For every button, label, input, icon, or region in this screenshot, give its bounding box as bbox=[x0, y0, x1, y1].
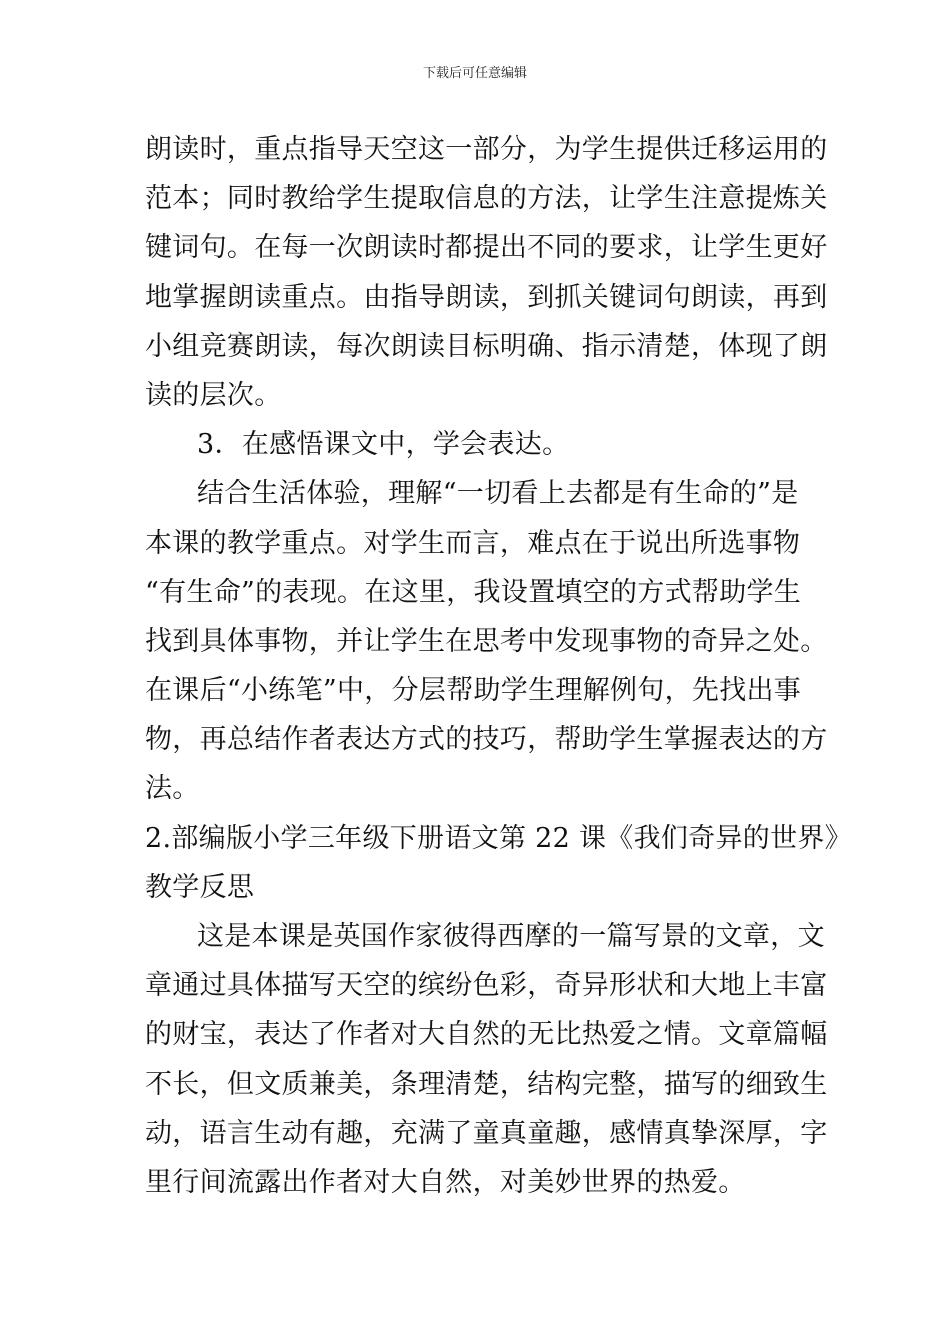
paragraph-line: 法。 bbox=[145, 773, 200, 805]
paragraph-line: 章通过具体描写天空的缤纷色彩，奇异形状和大地上丰富 bbox=[145, 970, 828, 1002]
paragraph-line: 找到具体事物，并让学生在思考中发现事物的奇异之处。 bbox=[145, 625, 828, 657]
paragraph-line: 物，再总结作者表达方式的技巧，帮助学生掌握表达的方 bbox=[145, 724, 828, 756]
paragraph-line: 动，语言生动有趣，充满了童真童趣，感情真挚深厚，字 bbox=[145, 1117, 828, 1149]
paragraph-line: 范本；同时教给学生提取信息的方法，让学生注意提炼关 bbox=[145, 183, 828, 215]
paragraph-line: 键词句。在每一次朗读时都提出不同的要求，让学生更好 bbox=[145, 232, 828, 264]
paragraph-line: 小组竞赛朗读，每次朗读目标明确、指示清楚，体现了朗 bbox=[145, 330, 828, 362]
paragraph-line: 里行间流露出作者对大自然，对美妙世界的热爱。 bbox=[145, 1166, 746, 1198]
paragraph-line: 地掌握朗读重点。由指导朗读，到抓关键词句朗读，再到 bbox=[145, 281, 828, 313]
document-title: 教学反思 bbox=[145, 871, 255, 903]
paragraph-line: 的财宝，表达了作者对大自然的无比热爱之情。文章篇幅 bbox=[145, 1019, 828, 1051]
paragraph-line: “有生命”的表现。在这里，我设置填空的方式帮助学生 bbox=[145, 576, 802, 608]
paragraph-line: 不长，但文质兼美，条理清楚，结构完整，描写的细致生 bbox=[145, 1068, 828, 1100]
paragraph-line: 在课后“小练笔”中，分层帮助学生理解例句，先找出事 bbox=[145, 675, 802, 707]
document-title: 2.部编版小学三年级下册语文第 22 课《我们奇异的世界》 bbox=[145, 822, 852, 854]
section-heading: 3．在感悟课文中，学会表达。 bbox=[197, 429, 570, 461]
page-header: 下载后可任意编辑 bbox=[422, 66, 527, 81]
paragraph-line: 本课的教学重点。对学生而言，难点在于说出所选事物 bbox=[145, 527, 801, 559]
paragraph-line: 结合生活体验，理解“一切看上去都是有生命的”是 bbox=[197, 478, 799, 510]
paragraph-line: 朗读时，重点指导天空这一部分，为学生提供迁移运用的 bbox=[145, 134, 828, 165]
paragraph-line: 读的层次。 bbox=[145, 379, 282, 411]
document-body bbox=[145, 125, 852, 1207]
paragraph-line: 这是本课是英国作家彼得西摩的一篇写景的文章，文 bbox=[197, 921, 825, 952]
